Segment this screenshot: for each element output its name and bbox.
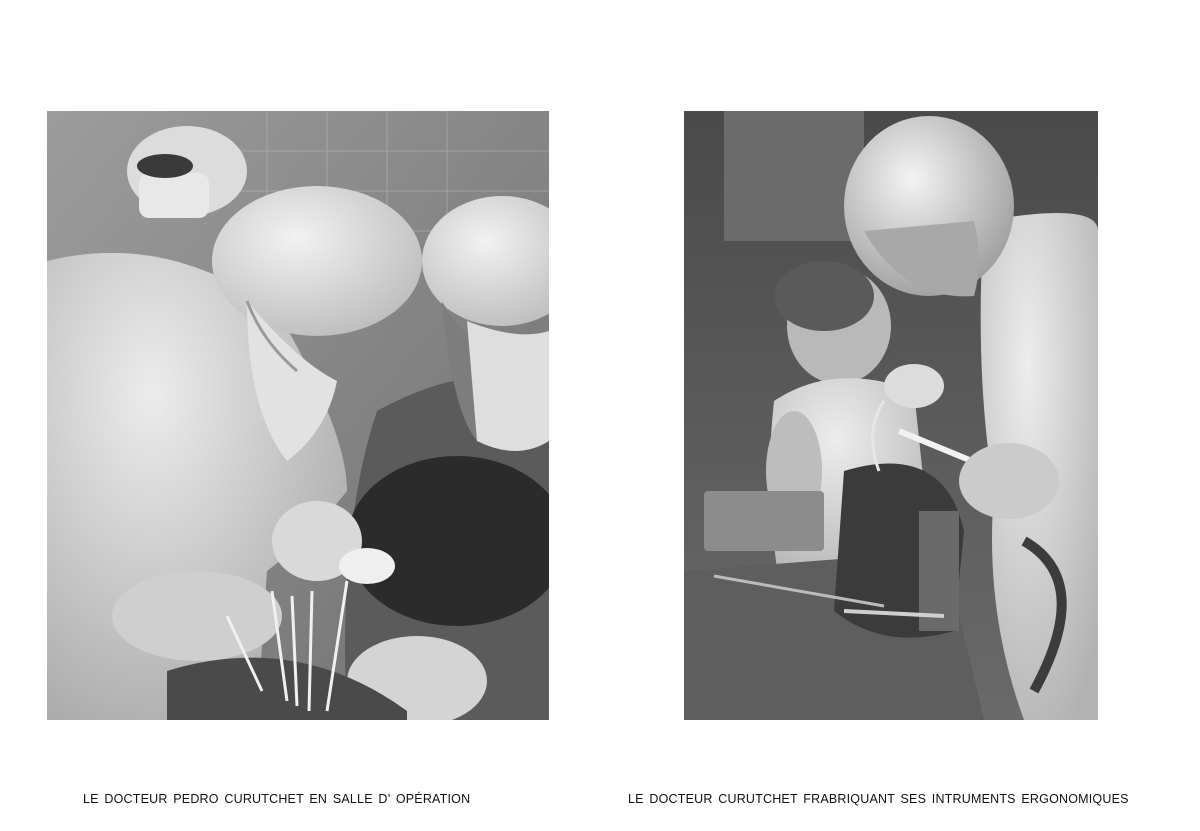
surgery-photo bbox=[47, 111, 549, 720]
caption-workshop: LE DOCTEUR CURUTCHET FRABRIQUANT SES INTRUMENTS ERGONOMIQUES bbox=[628, 792, 1129, 806]
surgery-photo-illustration bbox=[47, 111, 549, 720]
caption-surgery: LE DOCTEUR PEDRO CURUTCHET EN SALLE D’ OPÉRATION bbox=[83, 792, 471, 806]
workshop-photo bbox=[684, 111, 1098, 720]
workshop-photo-illustration bbox=[684, 111, 1098, 720]
